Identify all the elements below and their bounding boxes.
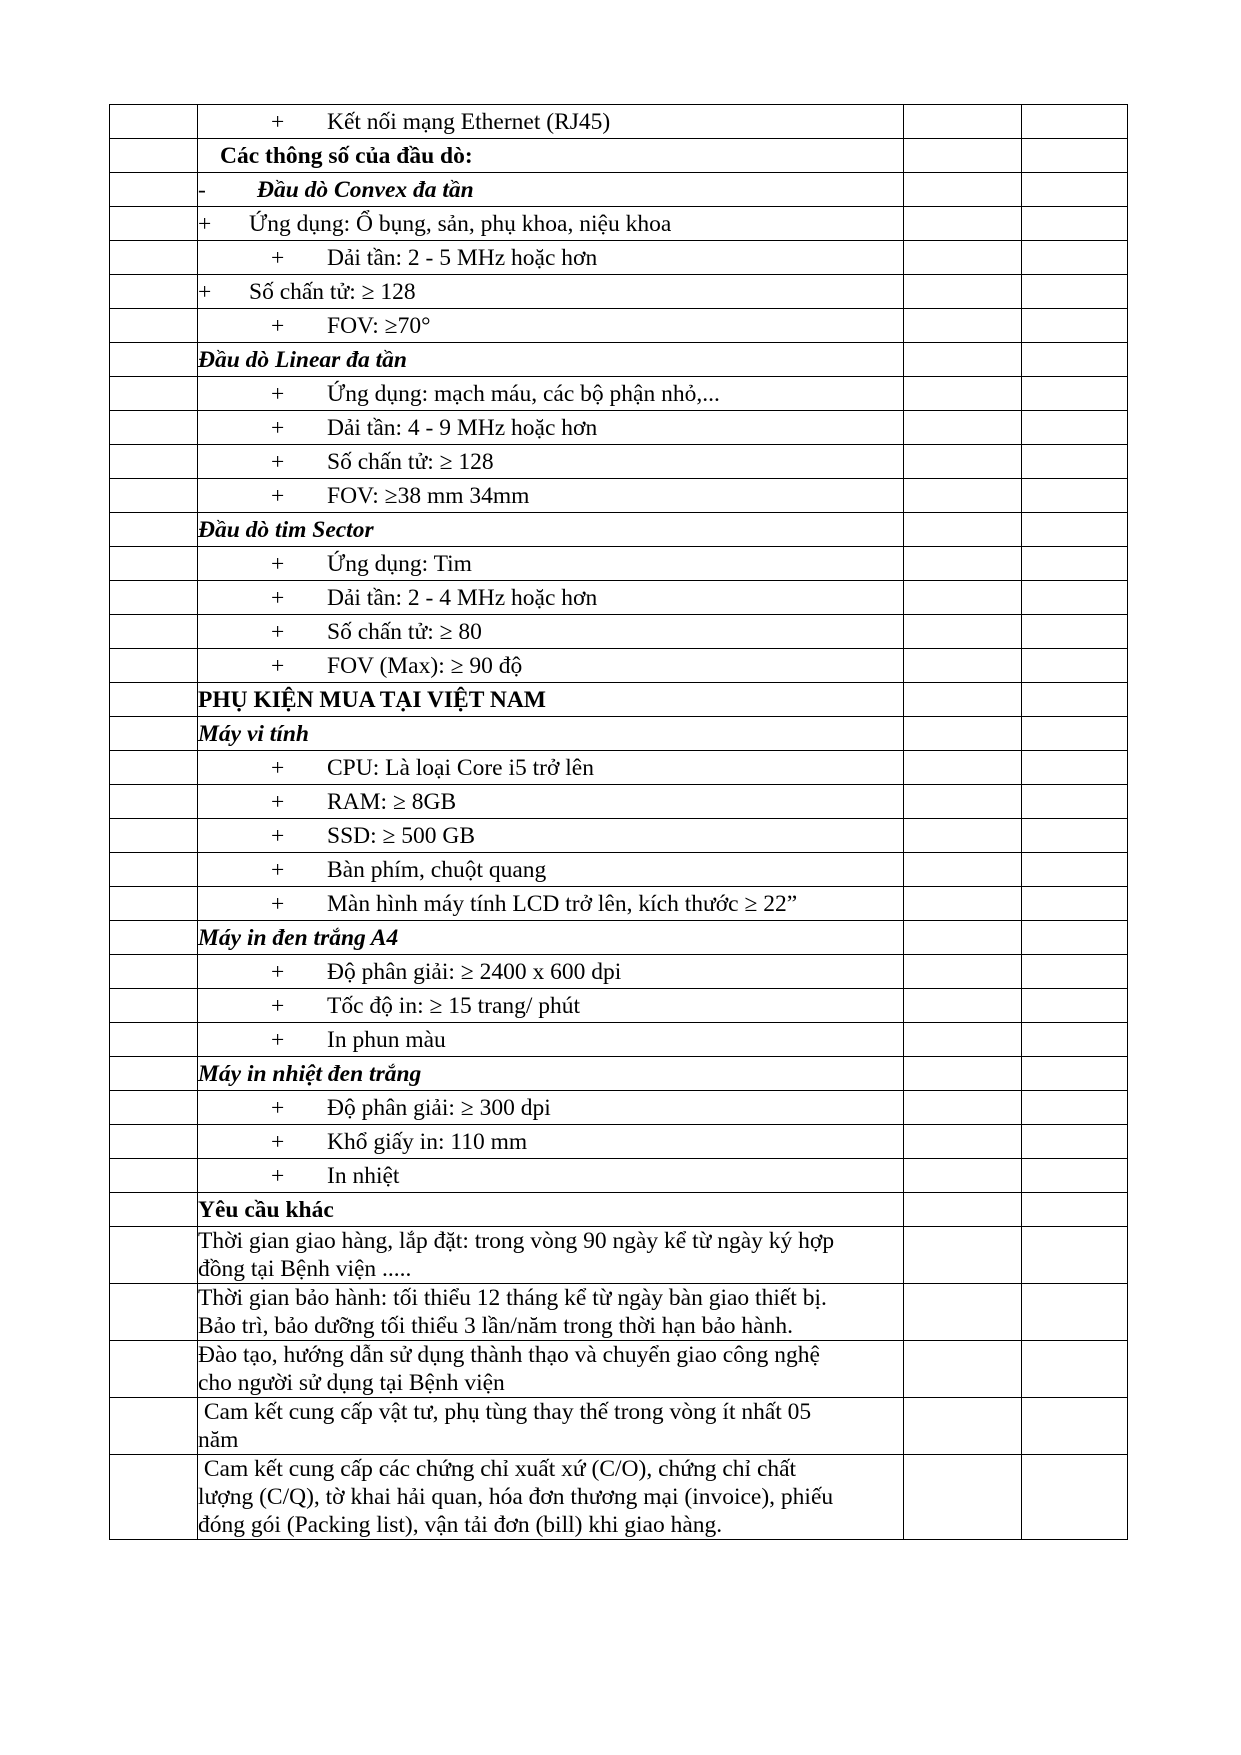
bullet-marker: + — [271, 959, 285, 985]
response-cell — [904, 377, 1022, 411]
specification-cell — [198, 683, 904, 717]
note-cell — [1022, 1227, 1128, 1284]
note-cell — [1022, 1159, 1128, 1193]
response-cell — [904, 1193, 1022, 1227]
note-cell — [1022, 1125, 1128, 1159]
specification-cell — [198, 513, 904, 547]
table-row — [110, 411, 1128, 445]
spec-item-text: Dải tần: 4 - 9 MHz hoặc hơn — [327, 415, 598, 441]
sub-heading: Đầu dò tim Sector — [198, 517, 374, 543]
table-row — [110, 581, 1128, 615]
note-cell — [1022, 377, 1128, 411]
row-number-cell — [110, 785, 198, 819]
response-cell — [904, 887, 1022, 921]
specification-cell — [198, 377, 904, 411]
sub-heading: Máy in đen trắng A4 — [198, 925, 399, 951]
specification-cell — [198, 343, 904, 377]
row-number-cell — [110, 241, 198, 275]
row-number-cell — [110, 751, 198, 785]
note-cell — [1022, 853, 1128, 887]
table-row — [110, 1398, 1128, 1455]
table-row — [110, 1125, 1128, 1159]
note-cell — [1022, 1193, 1128, 1227]
specification-cell — [198, 649, 904, 683]
bullet-marker: + — [271, 381, 285, 407]
note-cell — [1022, 445, 1128, 479]
bullet-marker: + — [271, 653, 285, 679]
probe-heading: Đầu dò Convex đa tần — [257, 177, 474, 203]
note-cell — [1022, 649, 1128, 683]
specification-cell — [198, 547, 904, 581]
note-cell — [1022, 887, 1128, 921]
table-row — [110, 1284, 1128, 1341]
spec-item-text: Tốc độ in: ≥ 15 trang/ phút — [327, 993, 581, 1019]
row-number-cell — [110, 615, 198, 649]
row-number-cell — [110, 1091, 198, 1125]
note-cell — [1022, 343, 1128, 377]
bullet-marker: + — [198, 211, 212, 237]
paragraph-line: đóng gói (Packing list), vận tải đơn (bill) khi giao hàng. — [198, 1512, 723, 1538]
paragraph-line: Bảo trì, bảo dưỡng tối thiểu 3 lần/năm trong thời hạn bảo hành. — [198, 1313, 793, 1339]
specification-cell — [198, 785, 904, 819]
row-number-cell — [110, 513, 198, 547]
spec-item-text: FOV (Max): ≥ 90 độ — [327, 653, 523, 679]
note-cell — [1022, 989, 1128, 1023]
response-cell — [904, 819, 1022, 853]
bullet-marker: + — [198, 279, 212, 305]
specification-cell — [198, 921, 904, 955]
response-cell — [904, 411, 1022, 445]
table-row — [110, 1455, 1128, 1540]
table-row — [110, 445, 1128, 479]
row-number-cell — [110, 1125, 198, 1159]
table-row — [110, 139, 1128, 173]
specification-cell — [198, 1284, 904, 1341]
specification-cell — [198, 1057, 904, 1091]
response-cell — [904, 1284, 1022, 1341]
row-number-cell — [110, 649, 198, 683]
table-row — [110, 207, 1128, 241]
bullet-marker: + — [271, 755, 285, 781]
spec-item-text: SSD: ≥ 500 GB — [327, 823, 476, 849]
table-row — [110, 751, 1128, 785]
table-row — [110, 1227, 1128, 1284]
response-cell — [904, 1125, 1022, 1159]
spec-item-text: In phun màu — [327, 1027, 446, 1053]
specification-cell — [198, 955, 904, 989]
note-cell — [1022, 309, 1128, 343]
response-cell — [904, 1091, 1022, 1125]
row-number-cell — [110, 309, 198, 343]
spec-item-text: Màn hình máy tính LCD trở lên, kích thước ≥ 22” — [327, 891, 798, 917]
bullet-marker: + — [271, 1129, 285, 1155]
note-cell — [1022, 1284, 1128, 1341]
table-row — [110, 513, 1128, 547]
response-cell — [904, 173, 1022, 207]
specification-cell — [198, 1091, 904, 1125]
row-number-cell — [110, 717, 198, 751]
table-row — [110, 377, 1128, 411]
spec-item-text: Khổ giấy in: 110 mm — [327, 1129, 528, 1155]
note-cell — [1022, 955, 1128, 989]
spec-item-text: Dải tần: 2 - 5 MHz hoặc hơn — [327, 245, 598, 271]
paragraph-line: đồng tại Bệnh viện ..... — [198, 1256, 412, 1282]
specification-cell — [198, 751, 904, 785]
sub-heading: Máy vi tính — [198, 721, 309, 747]
sub-heading: Đầu dò Linear đa tần — [198, 347, 407, 373]
table-row — [110, 343, 1128, 377]
bullet-marker: + — [271, 619, 285, 645]
bullet-marker: + — [271, 109, 285, 135]
bullet-marker: + — [271, 993, 285, 1019]
row-number-cell — [110, 1057, 198, 1091]
response-cell — [904, 751, 1022, 785]
note-cell — [1022, 683, 1128, 717]
specification-cell — [198, 853, 904, 887]
response-cell — [904, 989, 1022, 1023]
table-row — [110, 1159, 1128, 1193]
section-heading: PHỤ KIỆN MUA TẠI VIỆT NAM — [198, 687, 546, 713]
response-cell — [904, 479, 1022, 513]
note-cell — [1022, 275, 1128, 309]
table-row — [110, 173, 1128, 207]
row-number-cell — [110, 989, 198, 1023]
paragraph-line: Cam kết cung cấp các chứng chỉ xuất xứ (C/O), chứng chỉ chất — [198, 1456, 797, 1482]
table-row — [110, 819, 1128, 853]
specification-cell — [198, 1125, 904, 1159]
table-row — [110, 479, 1128, 513]
specification-cell — [198, 309, 904, 343]
response-cell — [904, 1455, 1022, 1540]
specification-cell — [198, 139, 904, 173]
paragraph-line: lượng (C/Q), tờ khai hải quan, hóa đơn thương mại (invoice), phiếu — [198, 1484, 834, 1510]
spec-item-text: Số chấn tử: ≥ 80 — [327, 619, 482, 645]
specification-table — [109, 104, 1128, 1540]
paragraph-line: Thời gian giao hàng, lắp đặt: trong vòng 90 ngày kể từ ngày ký hợp — [198, 1228, 835, 1254]
row-number-cell — [110, 1341, 198, 1398]
specification-cell — [198, 717, 904, 751]
response-cell — [904, 1057, 1022, 1091]
row-number-cell — [110, 139, 198, 173]
paragraph-line: Đào tạo, hướng dẫn sử dụng thành thạo và chuyển giao công nghệ — [198, 1342, 820, 1368]
row-number-cell — [110, 887, 198, 921]
row-number-cell — [110, 921, 198, 955]
spec-item-text: Độ phân giải: ≥ 300 dpi — [327, 1095, 551, 1121]
spec-item-text: Bàn phím, chuột quang — [327, 857, 547, 883]
response-cell — [904, 921, 1022, 955]
table-row — [110, 717, 1128, 751]
row-number-cell — [110, 1227, 198, 1284]
spec-item-text: Ứng dụng: Tim — [327, 551, 472, 577]
response-cell — [904, 1159, 1022, 1193]
spec-item-text: Số chấn tử: ≥ 128 — [249, 279, 416, 305]
table-row — [110, 241, 1128, 275]
row-number-cell — [110, 411, 198, 445]
note-cell — [1022, 241, 1128, 275]
paragraph-line: Cam kết cung cấp vật tư, phụ tùng thay thế trong vòng ít nhất 05 — [198, 1399, 812, 1425]
bullet-marker: + — [271, 313, 285, 339]
row-number-cell — [110, 343, 198, 377]
bullet-marker: + — [271, 483, 285, 509]
bullet-marker: + — [271, 1095, 285, 1121]
table-row — [110, 1023, 1128, 1057]
response-cell — [904, 853, 1022, 887]
row-number-cell — [110, 1284, 198, 1341]
bullet-marker: + — [271, 449, 285, 475]
row-number-cell — [110, 207, 198, 241]
specification-cell — [198, 1341, 904, 1398]
spec-item-text: FOV: ≥38 mm 34mm — [327, 483, 530, 509]
table-row — [110, 547, 1128, 581]
row-number-cell — [110, 819, 198, 853]
spec-item-text: Số chấn tử: ≥ 128 — [327, 449, 494, 475]
spec-item-text: CPU: Là loại Core i5 trở lên — [327, 755, 594, 781]
bullet-marker: + — [271, 823, 285, 849]
response-cell — [904, 1341, 1022, 1398]
bullet-marker: + — [271, 789, 285, 815]
note-cell — [1022, 1023, 1128, 1057]
row-number-cell — [110, 1193, 198, 1227]
note-cell — [1022, 105, 1128, 139]
specification-cell — [198, 1193, 904, 1227]
row-number-cell — [110, 445, 198, 479]
response-cell — [904, 445, 1022, 479]
specification-cell — [198, 479, 904, 513]
table-row — [110, 275, 1128, 309]
response-cell — [904, 513, 1022, 547]
spec-item-text: Ứng dụng: Ổ bụng, sản, phụ khoa, niệu khoa — [249, 211, 672, 237]
response-cell — [904, 309, 1022, 343]
specification-cell — [198, 241, 904, 275]
table-row — [110, 1057, 1128, 1091]
bullet-marker: + — [271, 1027, 285, 1053]
paragraph-line: Thời gian bảo hành: tối thiểu 12 tháng kể từ ngày bàn giao thiết bị. — [198, 1285, 827, 1311]
row-number-cell — [110, 105, 198, 139]
note-cell — [1022, 411, 1128, 445]
specification-cell — [198, 989, 904, 1023]
row-number-cell — [110, 1455, 198, 1540]
response-cell — [904, 581, 1022, 615]
response-cell — [904, 955, 1022, 989]
specification-cell — [198, 1227, 904, 1284]
bullet-marker: + — [271, 415, 285, 441]
section-heading: Các thông số của đầu dò: — [220, 143, 473, 169]
table-row — [110, 887, 1128, 921]
specification-cell — [198, 207, 904, 241]
specification-cell — [198, 445, 904, 479]
bullet-marker: + — [271, 857, 285, 883]
table-row — [110, 105, 1128, 139]
note-cell — [1022, 1057, 1128, 1091]
row-number-cell — [110, 547, 198, 581]
note-cell — [1022, 513, 1128, 547]
bullet-marker: + — [271, 551, 285, 577]
table-row — [110, 1193, 1128, 1227]
response-cell — [904, 615, 1022, 649]
note-cell — [1022, 1398, 1128, 1455]
spec-item-text: In nhiệt — [327, 1163, 400, 1189]
spec-item-text: Dải tần: 2 - 4 MHz hoặc hơn — [327, 585, 598, 611]
note-cell — [1022, 173, 1128, 207]
note-cell — [1022, 1091, 1128, 1125]
bullet-marker: + — [271, 891, 285, 917]
specification-cell — [198, 581, 904, 615]
row-number-cell — [110, 683, 198, 717]
specification-cell — [198, 819, 904, 853]
note-cell — [1022, 615, 1128, 649]
sub-heading: Máy in nhiệt đen trắng — [198, 1061, 422, 1087]
note-cell — [1022, 581, 1128, 615]
response-cell — [904, 683, 1022, 717]
spec-item-text: Ứng dụng: mạch máu, các bộ phận nhỏ,... — [327, 381, 720, 407]
response-cell — [904, 1023, 1022, 1057]
row-number-cell — [110, 581, 198, 615]
spec-item-text: Kết nối mạng Ethernet (RJ45) — [327, 109, 611, 135]
table-row — [110, 921, 1128, 955]
response-cell — [904, 241, 1022, 275]
response-cell — [904, 649, 1022, 683]
specification-cell — [198, 1455, 904, 1540]
specification-table-body — [110, 105, 1128, 1540]
note-cell — [1022, 785, 1128, 819]
response-cell — [904, 139, 1022, 173]
table-row — [110, 649, 1128, 683]
specification-cell — [198, 275, 904, 309]
note-cell — [1022, 479, 1128, 513]
note-cell — [1022, 207, 1128, 241]
note-cell — [1022, 921, 1128, 955]
response-cell — [904, 343, 1022, 377]
spec-item-text: FOV: ≥70° — [327, 313, 431, 339]
row-number-cell — [110, 955, 198, 989]
note-cell — [1022, 1455, 1128, 1540]
response-cell — [904, 785, 1022, 819]
table-row — [110, 853, 1128, 887]
row-number-cell — [110, 1398, 198, 1455]
spec-item-text: Độ phân giải: ≥ 2400 x 600 dpi — [327, 959, 622, 985]
note-cell — [1022, 751, 1128, 785]
paragraph-line: năm — [198, 1427, 239, 1453]
response-cell — [904, 105, 1022, 139]
table-row — [110, 955, 1128, 989]
response-cell — [904, 547, 1022, 581]
note-cell — [1022, 717, 1128, 751]
note-cell — [1022, 819, 1128, 853]
specification-cell — [198, 1398, 904, 1455]
dash-marker: - — [198, 177, 206, 203]
row-number-cell — [110, 1023, 198, 1057]
specification-cell — [198, 887, 904, 921]
bullet-marker: + — [271, 585, 285, 611]
paragraph-line: cho người sử dụng tại Bệnh viện — [198, 1370, 505, 1396]
table-row — [110, 683, 1128, 717]
specification-cell — [198, 105, 904, 139]
bullet-marker: + — [271, 245, 285, 271]
table-row — [110, 785, 1128, 819]
section-heading: Yêu cầu khác — [198, 1197, 334, 1223]
response-cell — [904, 1398, 1022, 1455]
row-number-cell — [110, 853, 198, 887]
row-number-cell — [110, 479, 198, 513]
note-cell — [1022, 139, 1128, 173]
specification-cell — [198, 411, 904, 445]
row-number-cell — [110, 173, 198, 207]
row-number-cell — [110, 1159, 198, 1193]
table-row — [110, 1091, 1128, 1125]
bullet-marker: + — [271, 1163, 285, 1189]
table-row — [110, 989, 1128, 1023]
specification-cell — [198, 615, 904, 649]
table-row — [110, 615, 1128, 649]
specification-cell — [198, 173, 904, 207]
table-row — [110, 1341, 1128, 1398]
note-cell — [1022, 1341, 1128, 1398]
specification-cell — [198, 1023, 904, 1057]
response-cell — [904, 207, 1022, 241]
row-number-cell — [110, 275, 198, 309]
spec-item-text: RAM: ≥ 8GB — [327, 789, 457, 815]
note-cell — [1022, 547, 1128, 581]
response-cell — [904, 1227, 1022, 1284]
specification-cell — [198, 1159, 904, 1193]
response-cell — [904, 275, 1022, 309]
table-row — [110, 309, 1128, 343]
row-number-cell — [110, 377, 198, 411]
response-cell — [904, 717, 1022, 751]
